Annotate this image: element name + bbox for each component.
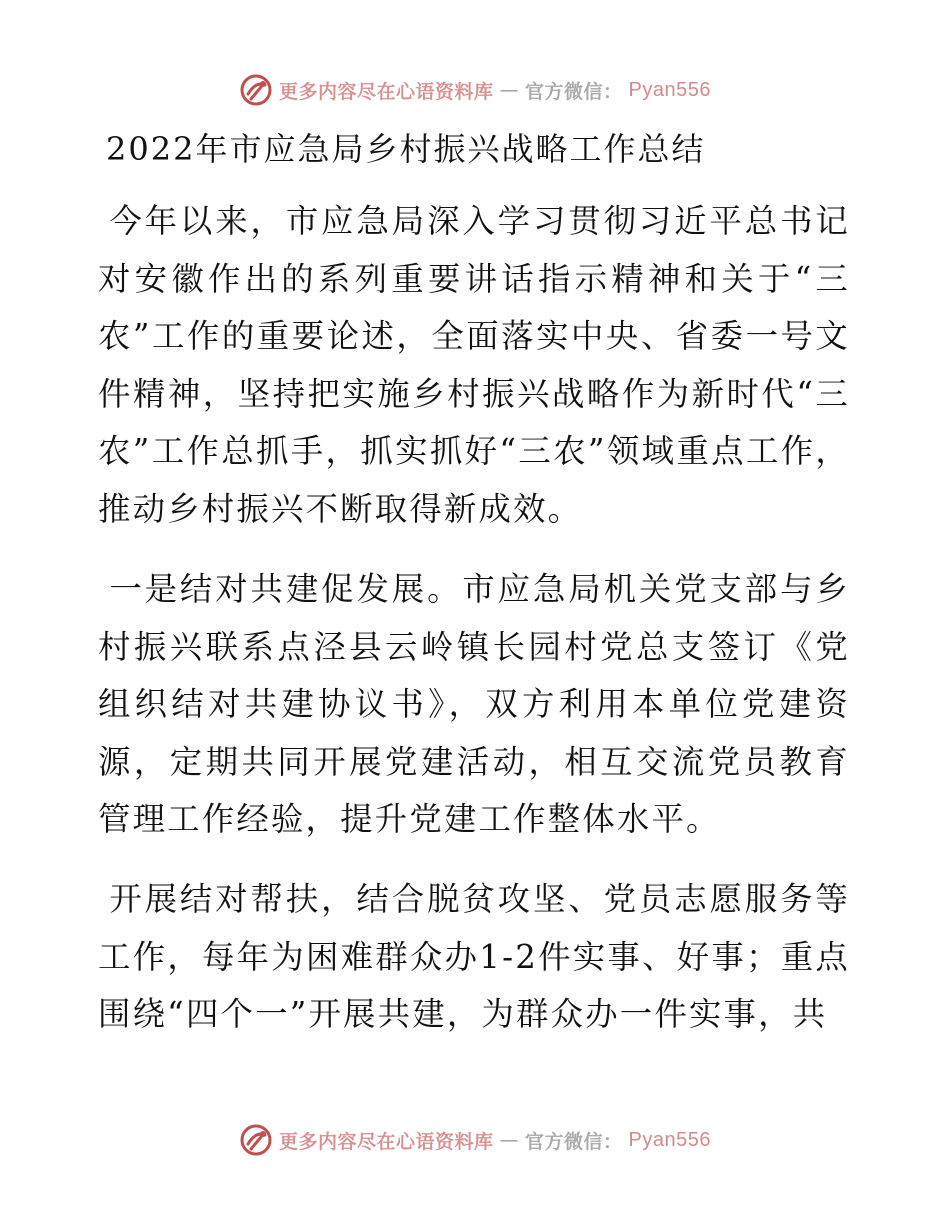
paragraph-intro: 今年以来，市应急局深入学习贯彻习近平总书记对安徽作出的系列重要讲话指示精神和关于“三农”工作的重要论述，全面落实中央、省委一号文件精神，坚持把实施乡村振兴战略作为新时代“三农”工作总抓手，抓实抓好“三农”领域重点工作，推动乡村振兴不断取得新成效。 bbox=[98, 202, 850, 528]
watermark-brand: 更多内容尽在心语资料库 bbox=[279, 1130, 494, 1153]
watermark-separator: — bbox=[499, 79, 520, 101]
watermark-brand: 更多内容尽在心语资料库 bbox=[279, 80, 494, 103]
paragraph-assistance: 开展结对帮扶，结合脱贫攻坚、党员志愿服务等工作，每年为困难群众办1-2件实事、好事；重点围绕“四个一”开展共建，为群众办一件实事，共 bbox=[98, 880, 850, 1033]
paragraph-joint-construction: 一是结对共建促发展。市应急局机关党支部与乡村振兴联系点泾县云岭镇长园村党总支签订《党组织结对共建协议书》，双方利用本单位党建资源，定期共同开展党建活动，相互交流党员教育管理工作经验，提升党建工作整体水平。 bbox=[98, 570, 850, 838]
watermark-separator: — bbox=[499, 1129, 520, 1151]
watermark-label: 官方微信： bbox=[525, 80, 623, 103]
brand-logo-icon bbox=[239, 1123, 273, 1157]
watermark-label: 官方微信： bbox=[525, 1130, 623, 1153]
watermark-wechat-id: Pyan556 bbox=[628, 1128, 711, 1151]
brand-logo-icon bbox=[239, 73, 273, 107]
footer-watermark bbox=[0, 1118, 950, 1162]
header-watermark bbox=[0, 68, 950, 112]
watermark-wechat-id: Pyan556 bbox=[628, 78, 711, 101]
document-title: 2022年市应急局乡村振兴战略工作总结 bbox=[106, 130, 706, 168]
